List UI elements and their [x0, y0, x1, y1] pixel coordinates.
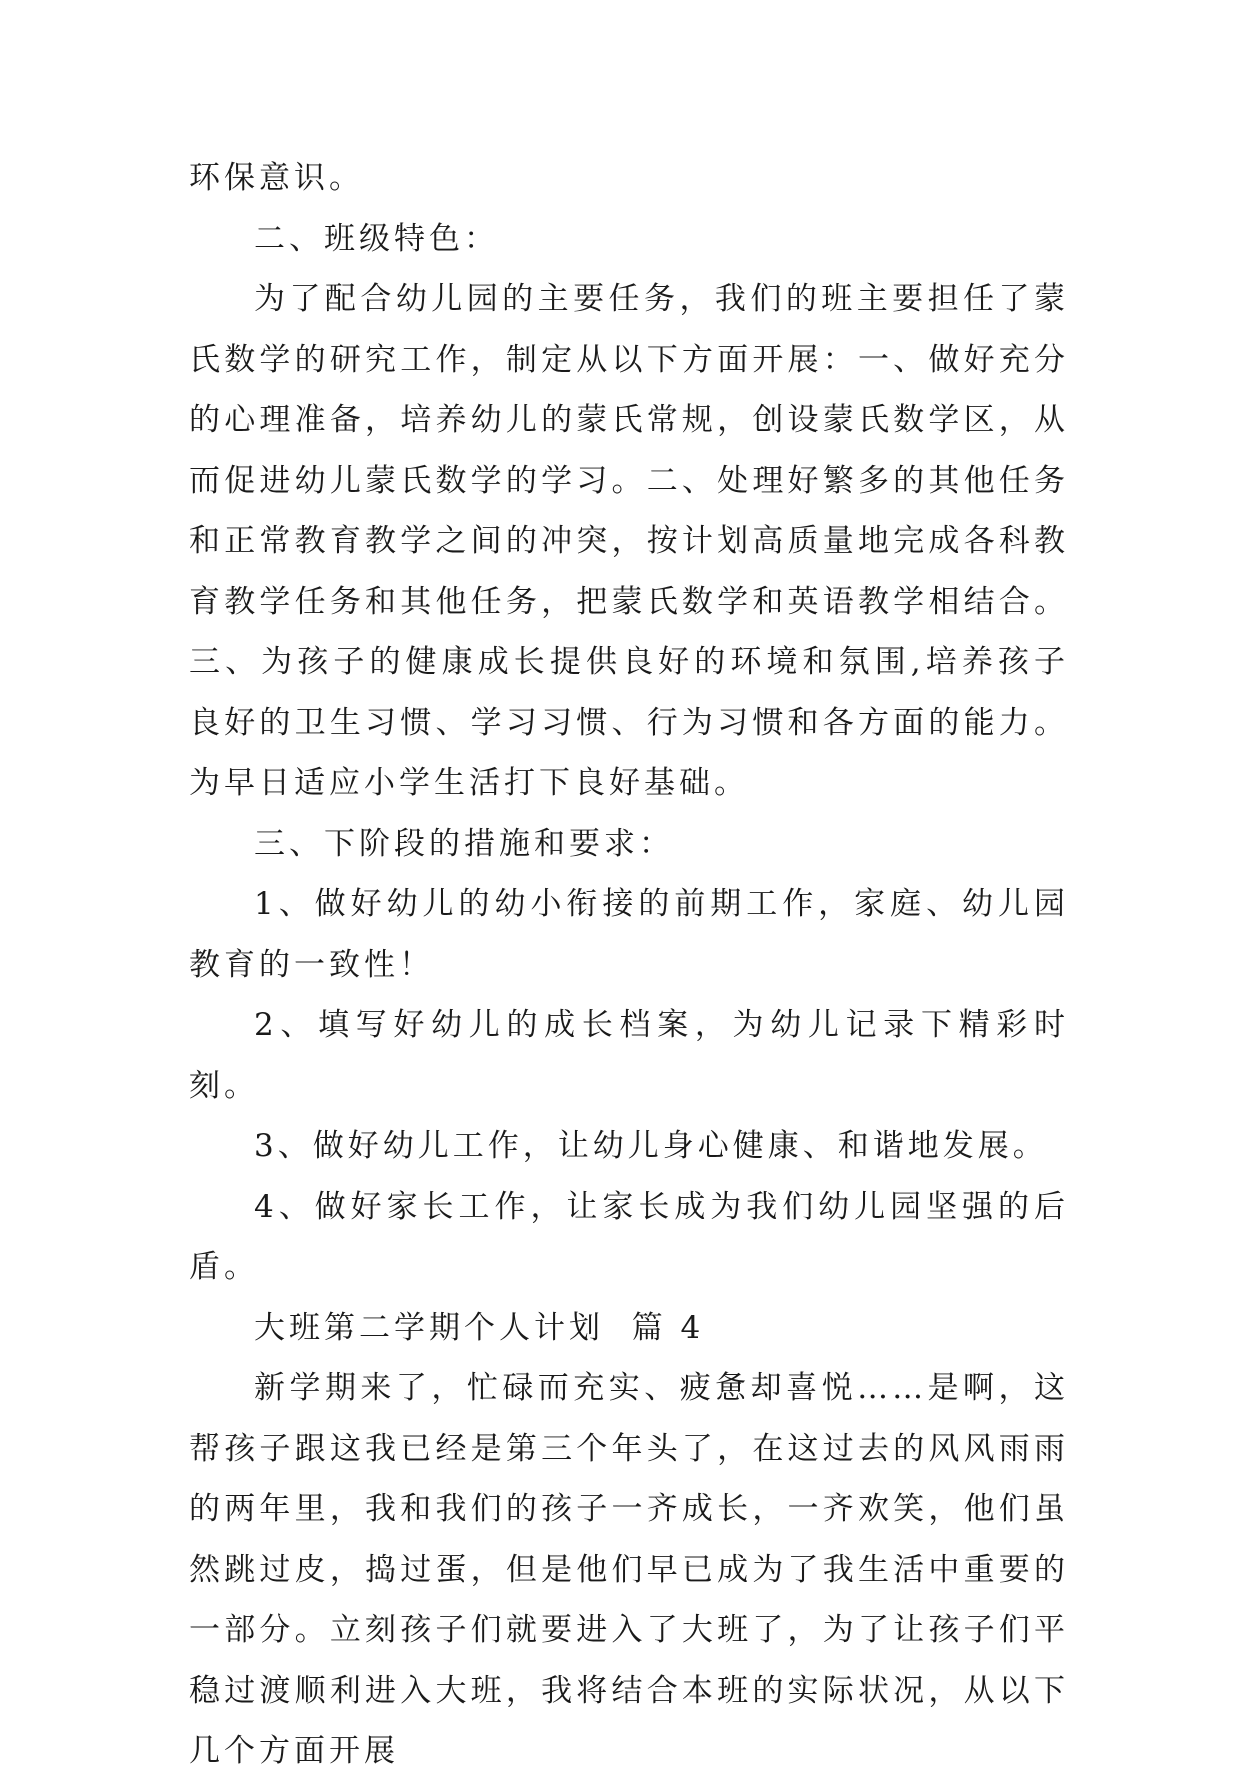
document-body — [189, 148, 1069, 1782]
list-item-1: 1、做好幼儿的幼小衔接的前期工作，家庭、幼儿园教育的一致性！ — [189, 886, 1069, 983]
heading-class-features: 二、班级特色： — [254, 220, 499, 257]
list-item-3: 3、做好幼儿工作，让幼儿身心健康、和谐地发展。 — [254, 1128, 1048, 1164]
paragraph-class-features: 为了配合幼儿园的主要任务，我们的班主要担任了蒙氏数学的研究工作，制定从以下方面开展：一、做好充分的心理准备，培养幼儿的蒙氏常规，创设蒙氏数学区，从而促进幼儿蒙氏数学的学习。二、处理好繁多的其他任务和正常教育教学之间的冲突，按计划高质量地完成各科教育教学任务和其他任务，把蒙氏数学和英语教学相结合。三、为孩子的健康成长提供良好的环境和氛围,培养孩子良好的卫生习惯、学习习惯、行为习惯和各方面的能力。为早日适应小学生活打下良好基础。 — [189, 281, 1069, 801]
paragraph-environment: 环保意识。 — [189, 160, 364, 196]
list-item-2: 2、填写好幼儿的成长档案，为幼儿记录下精彩时刻。 — [189, 1007, 1069, 1104]
section-title-plan-4: 大班第二学期个人计划 篇 4 — [254, 1309, 705, 1346]
list-item-4: 4、做好家长工作，让家长成为我们幼儿园坚强的后盾。 — [189, 1188, 1069, 1285]
paragraph-new-semester: 新学期来了，忙碌而充实、疲惫却喜悦……是啊，这帮孩子跟这我已经是第三个年头了，在这过去的风风雨雨的两年里，我和我们的孩子一齐成长，一齐欢笑，他们虽然跳过皮，捣过蛋，但是他们早已成为了我生活中重要的一部分。立刻孩子们就要进入了大班了，为了让孩子们平稳过渡顺利进入大班，我将结合本班的实际状况，从以下几个方面开展 — [189, 1370, 1069, 1769]
heading-next-stage: 三、下阶段的措施和要求： — [254, 825, 674, 862]
